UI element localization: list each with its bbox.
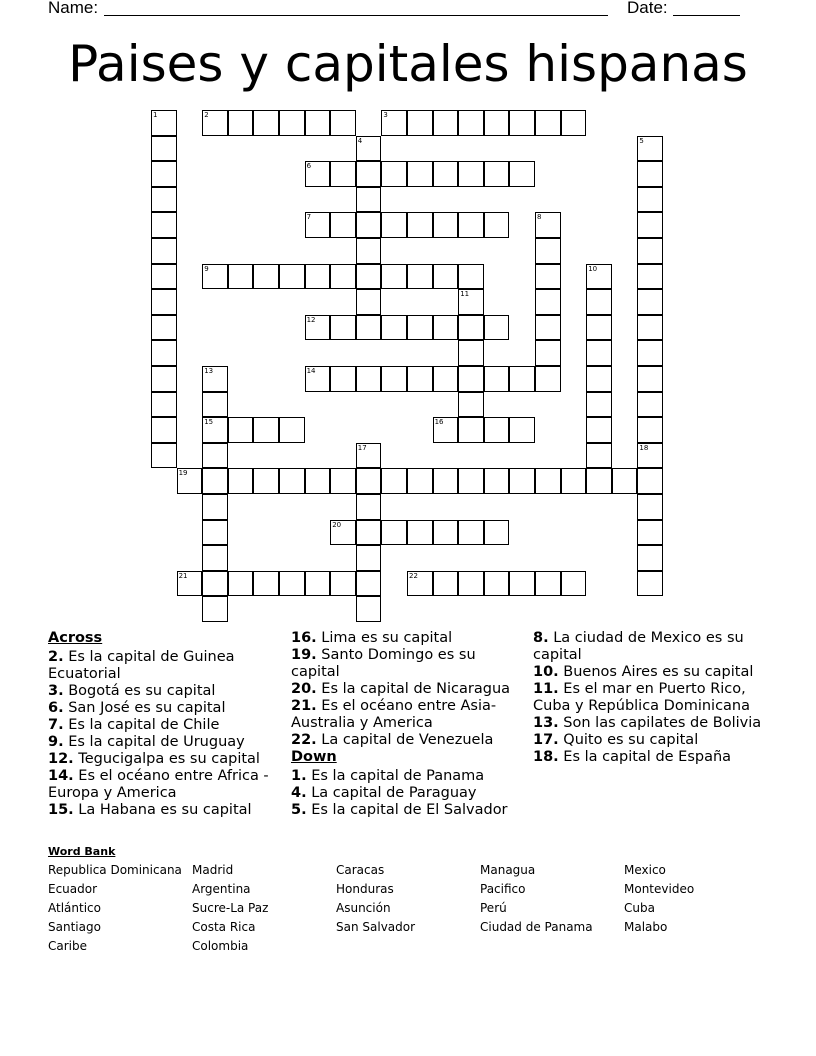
grid-cell[interactable] <box>433 264 459 290</box>
clue-text: Santo Domingo es su capital <box>291 647 476 680</box>
grid-cell[interactable] <box>202 392 228 418</box>
clue-number-label: 20. <box>291 681 317 697</box>
grid-cell[interactable] <box>407 366 433 392</box>
grid-cell[interactable] <box>228 571 254 597</box>
grid-cell[interactable] <box>509 468 535 494</box>
grid-cell[interactable] <box>535 571 561 597</box>
grid-cell[interactable] <box>151 187 177 213</box>
clue-number-label: 7. <box>48 717 64 733</box>
grid-cell[interactable] <box>509 110 535 136</box>
word-bank-item: Managua <box>480 863 536 877</box>
clue-text: Son las capilates de Bolivia <box>558 715 762 731</box>
grid-cell[interactable] <box>228 468 254 494</box>
clue-number: 1 <box>153 111 158 119</box>
grid-cell[interactable] <box>381 161 407 187</box>
clue-number-label: 16. <box>291 630 317 646</box>
clue-number-label: 3. <box>48 683 64 699</box>
grid-cell[interactable] <box>356 494 382 520</box>
word-bank-item: Atlántico <box>48 901 101 915</box>
grid-cell[interactable] <box>433 161 459 187</box>
grid-cell[interactable] <box>458 366 484 392</box>
clue-text: La ciudad de Mexico es su capital <box>533 630 744 663</box>
clue-text: Es el océano entre Asia-Australia y America <box>291 698 497 731</box>
grid-cell[interactable] <box>305 161 331 187</box>
clue-item <box>48 683 283 700</box>
word-bank-item: Colombia <box>192 939 249 953</box>
clue-number-label: 4. <box>291 785 307 801</box>
grid-cell[interactable] <box>637 264 663 290</box>
clue-number-label: 8. <box>533 630 549 646</box>
grid-cell[interactable] <box>151 340 177 366</box>
grid-cell[interactable] <box>637 392 663 418</box>
clue-text: Es la capital de Chile <box>63 717 220 733</box>
grid-cell[interactable] <box>305 468 331 494</box>
word-bank-item: Cuba <box>624 901 655 915</box>
grid-cell[interactable] <box>202 417 228 443</box>
grid-cell[interactable] <box>637 289 663 315</box>
clue-number: 10 <box>588 264 598 273</box>
clue-number-label: 5. <box>291 802 307 818</box>
grid-cell[interactable] <box>484 315 510 341</box>
grid-cell[interactable] <box>407 315 433 341</box>
grid-cell[interactable] <box>484 110 510 136</box>
grid-cell[interactable] <box>151 212 177 238</box>
grid-cell[interactable] <box>381 264 407 290</box>
grid-cell[interactable] <box>637 238 663 264</box>
grid-cell[interactable] <box>586 340 612 366</box>
word-bank-item: Malabo <box>624 920 668 934</box>
grid-cell[interactable] <box>151 136 177 162</box>
clue-number: 5 <box>639 136 644 145</box>
grid-cell[interactable] <box>509 571 535 597</box>
page-title: Paises y capitales hispanas <box>68 35 748 93</box>
grid-cell[interactable] <box>253 264 279 290</box>
clue-text: Es la capital de Uruguay <box>63 734 245 750</box>
word-bank-item: Madrid <box>192 863 234 877</box>
word-bank-item: Argentina <box>192 882 251 896</box>
grid-cell[interactable] <box>177 571 203 597</box>
grid-cell[interactable] <box>356 289 382 315</box>
grid-cell[interactable] <box>458 212 484 238</box>
clue-number-label: 14. <box>48 768 74 784</box>
clue-text: La capital de Paraguay <box>306 785 477 801</box>
clue-text: Bogotá es su capital <box>63 683 216 699</box>
grid-cell[interactable] <box>228 110 254 136</box>
word-bank-item: Honduras <box>336 882 394 896</box>
grid-cell[interactable] <box>330 366 356 392</box>
grid-cell[interactable] <box>433 571 459 597</box>
grid-cell[interactable] <box>458 340 484 366</box>
grid-cell[interactable] <box>151 392 177 418</box>
grid-cell[interactable] <box>381 468 407 494</box>
clue-item <box>291 630 521 647</box>
grid-cell[interactable] <box>586 264 612 290</box>
clue-number-label: 1. <box>291 768 307 784</box>
grid-cell[interactable] <box>330 571 356 597</box>
grid-cell[interactable] <box>151 417 177 443</box>
clue-number: 2 <box>204 111 209 119</box>
grid-cell[interactable] <box>356 443 382 469</box>
grid-cell[interactable] <box>356 212 382 238</box>
grid-cell[interactable] <box>202 468 228 494</box>
clue-number: 9 <box>204 264 209 273</box>
grid-cell[interactable] <box>637 417 663 443</box>
grid-cell[interactable] <box>356 161 382 187</box>
grid-cell[interactable] <box>151 315 177 341</box>
grid-cell[interactable] <box>637 520 663 546</box>
word-bank-item: Pacifico <box>480 882 526 896</box>
word-bank-item: Costa Rica <box>192 920 256 934</box>
clue-item <box>291 698 521 732</box>
clue-item <box>291 802 521 819</box>
grid-cell[interactable] <box>356 315 382 341</box>
grid-cell[interactable] <box>509 417 535 443</box>
grid-cell[interactable] <box>381 315 407 341</box>
clue-item <box>533 732 768 749</box>
grid-cell[interactable] <box>356 571 382 597</box>
clue-number-label: 15. <box>48 802 74 818</box>
clue-item <box>48 700 283 717</box>
grid-cell[interactable] <box>535 468 561 494</box>
grid-cell[interactable] <box>151 161 177 187</box>
clue-item <box>291 647 521 681</box>
grid-cell[interactable] <box>202 443 228 469</box>
clue-number-label: 2. <box>48 649 64 665</box>
clue-number-label: 19. <box>291 647 317 663</box>
grid-cell[interactable] <box>407 571 433 597</box>
grid-cell[interactable] <box>433 315 459 341</box>
clue-number: 14 <box>306 367 316 375</box>
grid-cell[interactable] <box>330 468 356 494</box>
clue-item <box>533 664 768 681</box>
clue-item <box>291 732 521 749</box>
clue-number: 18 <box>639 443 649 452</box>
grid-cell[interactable] <box>253 571 279 597</box>
grid-cell[interactable] <box>253 417 279 443</box>
across-heading: Across <box>48 630 103 646</box>
clue-number: 22 <box>409 571 418 580</box>
clue-item <box>48 734 283 751</box>
grid-cell[interactable] <box>535 315 561 341</box>
grid-cell[interactable] <box>407 264 433 290</box>
grid-cell[interactable] <box>433 417 459 443</box>
grid-cell[interactable] <box>151 289 177 315</box>
grid-cell[interactable] <box>484 161 510 187</box>
grid-cell[interactable] <box>407 468 433 494</box>
grid-cell[interactable] <box>535 289 561 315</box>
grid-cell[interactable] <box>484 417 510 443</box>
clue-text: Es el océano entre Africa -Europa y America <box>48 768 269 801</box>
grid-cell[interactable] <box>330 264 356 290</box>
clue-number: 13 <box>204 367 214 375</box>
clue-text: Es la capital de España <box>558 749 732 765</box>
grid-cell[interactable] <box>407 520 433 546</box>
grid-cell[interactable] <box>330 110 356 136</box>
clue-column <box>533 630 768 766</box>
grid-cell[interactable] <box>637 494 663 520</box>
grid-cell[interactable] <box>202 366 228 392</box>
clue-number: 17 <box>357 443 367 452</box>
grid-cell[interactable] <box>151 443 177 469</box>
grid-cell[interactable] <box>535 238 561 264</box>
clue-item <box>48 768 283 802</box>
grid-cell[interactable] <box>637 443 663 469</box>
clue-item <box>533 715 768 732</box>
grid-cell[interactable] <box>356 468 382 494</box>
grid-cell[interactable] <box>202 264 228 290</box>
clue-number: 15 <box>204 418 214 427</box>
word-bank-item: Sucre-La Paz <box>192 901 269 915</box>
grid-cell[interactable] <box>202 520 228 546</box>
grid-cell[interactable] <box>407 161 433 187</box>
grid-cell[interactable] <box>305 264 331 290</box>
grid-cell[interactable] <box>253 468 279 494</box>
grid-cell[interactable] <box>637 161 663 187</box>
word-bank-item: San Salvador <box>336 920 416 934</box>
grid-cell[interactable] <box>637 571 663 597</box>
clue-number-label: 10. <box>533 664 559 680</box>
date-label: Date: <box>627 0 668 17</box>
grid-cell[interactable] <box>330 520 356 546</box>
grid-cell[interactable] <box>637 136 663 162</box>
grid-cell[interactable] <box>535 212 561 238</box>
grid-cell[interactable] <box>458 110 484 136</box>
grid-cell[interactable] <box>458 264 484 290</box>
grid-cell[interactable] <box>433 366 459 392</box>
grid-cell[interactable] <box>381 520 407 546</box>
clue-item <box>48 649 283 683</box>
grid-cell[interactable] <box>586 443 612 469</box>
grid-cell[interactable] <box>305 315 331 341</box>
grid-cell[interactable] <box>586 468 612 494</box>
grid-cell[interactable] <box>458 392 484 418</box>
grid-cell[interactable] <box>535 264 561 290</box>
grid-cell[interactable] <box>202 571 228 597</box>
grid-cell[interactable] <box>356 136 382 162</box>
down-heading: Down <box>291 749 337 765</box>
clue-number: 11 <box>460 290 470 299</box>
grid-cell[interactable] <box>458 161 484 187</box>
grid-cell[interactable] <box>509 366 535 392</box>
clue-item <box>291 785 521 802</box>
word-bank-item: Caracas <box>336 863 385 877</box>
clue-number-label: 21. <box>291 698 317 714</box>
grid-cell[interactable] <box>330 315 356 341</box>
grid-cell[interactable] <box>177 468 203 494</box>
grid-cell[interactable] <box>381 212 407 238</box>
word-bank-item: Montevideo <box>624 882 695 896</box>
clue-text: Lima es su capital <box>316 630 453 646</box>
grid-cell[interactable] <box>407 212 433 238</box>
clue-text: San José es su capital <box>63 700 226 716</box>
clue-number: 19 <box>178 469 188 478</box>
clue-text: Tegucigalpa es su capital <box>73 751 260 767</box>
word-bank-item: Mexico <box>624 863 666 877</box>
clue-number: 20 <box>332 520 342 529</box>
grid-cell[interactable] <box>305 110 331 136</box>
grid-cell[interactable] <box>637 545 663 571</box>
clue-number-label: 22. <box>291 732 317 748</box>
grid-cell[interactable] <box>458 315 484 341</box>
grid-cell[interactable] <box>228 417 254 443</box>
clue-number-label: 13. <box>533 715 559 731</box>
word-bank-item: Ciudad de Panama <box>480 920 593 934</box>
clue-text: Es la capital de Nicaragua <box>316 681 511 697</box>
grid-cell[interactable] <box>279 110 305 136</box>
grid-cell[interactable] <box>228 264 254 290</box>
word-bank-item: Caribe <box>48 939 87 953</box>
clue-column <box>48 630 283 819</box>
name-label: Name: <box>48 0 99 17</box>
clue-text: La capital de Venezuela <box>316 732 494 748</box>
grid-cell[interactable] <box>561 571 587 597</box>
grid-cell[interactable] <box>202 545 228 571</box>
grid-cell[interactable] <box>253 110 279 136</box>
clue-item <box>533 630 768 664</box>
grid-cell[interactable] <box>356 238 382 264</box>
clue-number: 7 <box>306 213 312 222</box>
grid-cell[interactable] <box>151 110 177 136</box>
clue-number-label: 11. <box>533 681 559 697</box>
clue-item <box>291 768 521 785</box>
grid-cell[interactable] <box>637 212 663 238</box>
grid-cell[interactable] <box>305 571 331 597</box>
grid-cell[interactable] <box>305 366 331 392</box>
clue-text: Es la capital de Panama <box>306 768 485 784</box>
clue-number: 16 <box>434 418 444 427</box>
grid-cell[interactable] <box>458 289 484 315</box>
grid-cell[interactable] <box>612 468 638 494</box>
grid-cell[interactable] <box>433 110 459 136</box>
grid-cell[interactable] <box>458 520 484 546</box>
grid-cell[interactable] <box>330 212 356 238</box>
grid-cell[interactable] <box>637 187 663 213</box>
grid-cell[interactable] <box>151 264 177 290</box>
clue-number: 6 <box>306 162 312 171</box>
grid-cell[interactable] <box>433 468 459 494</box>
clue-column <box>291 630 521 819</box>
grid-cell[interactable] <box>151 238 177 264</box>
word-bank-item: Ecuador <box>48 882 98 896</box>
grid-cell[interactable] <box>586 366 612 392</box>
grid-cell[interactable] <box>484 366 510 392</box>
word-bank-item: Republica Dominicana <box>48 863 182 877</box>
grid-cell[interactable] <box>305 212 331 238</box>
clue-text: Quito es su capital <box>558 732 699 748</box>
grid-cell[interactable] <box>356 545 382 571</box>
word-bank-item: Asunción <box>336 901 391 915</box>
clue-number: 12 <box>306 315 316 324</box>
clue-number-label: 6. <box>48 700 64 716</box>
grid-cell[interactable] <box>509 161 535 187</box>
clue-number: 21 <box>178 571 188 580</box>
grid-cell[interactable] <box>151 366 177 392</box>
grid-cell[interactable] <box>561 110 587 136</box>
grid-cell[interactable] <box>433 520 459 546</box>
grid-cell[interactable] <box>330 161 356 187</box>
clue-item <box>48 751 283 768</box>
grid-cell[interactable] <box>458 571 484 597</box>
clue-item <box>291 681 521 698</box>
grid-cell[interactable] <box>381 110 407 136</box>
grid-cell[interactable] <box>484 520 510 546</box>
clue-number-label: 9. <box>48 734 64 750</box>
clue-number: 3 <box>383 111 388 119</box>
clue-item <box>48 802 283 819</box>
grid-cell[interactable] <box>356 520 382 546</box>
clue-number-label: 18. <box>533 749 559 765</box>
grid-cell[interactable] <box>586 392 612 418</box>
clue-item <box>533 749 768 766</box>
clue-text: Es la capital de El Salvador <box>306 802 508 818</box>
grid-cell[interactable] <box>381 366 407 392</box>
grid-cell[interactable] <box>458 417 484 443</box>
grid-cell[interactable] <box>535 110 561 136</box>
grid-cell[interactable] <box>484 212 510 238</box>
grid-cell[interactable] <box>484 468 510 494</box>
clue-number-label: 12. <box>48 751 74 767</box>
clue-text: La Habana es su capital <box>73 802 252 818</box>
grid-cell[interactable] <box>484 571 510 597</box>
grid-cell[interactable] <box>586 315 612 341</box>
clue-text: Es la capital de Guinea Ecuatorial <box>48 649 235 682</box>
word-bank-item: Santiago <box>48 920 101 934</box>
grid-cell[interactable] <box>279 571 305 597</box>
clue-item <box>533 681 768 715</box>
clue-number: 8 <box>537 213 542 222</box>
grid-cell[interactable] <box>637 468 663 494</box>
clue-number: 4 <box>357 136 363 145</box>
grid-cell[interactable] <box>586 289 612 315</box>
grid-cell[interactable] <box>637 340 663 366</box>
word-bank-title: Word Bank <box>48 845 116 858</box>
word-bank-item: Perú <box>480 901 507 915</box>
grid-cell[interactable] <box>279 264 305 290</box>
clue-number-label: 17. <box>533 732 559 748</box>
grid-cell[interactable] <box>202 494 228 520</box>
clue-text: Buenos Aires es su capital <box>558 664 754 680</box>
grid-cell[interactable] <box>202 596 228 622</box>
grid-cell[interactable] <box>433 212 459 238</box>
grid-cell[interactable] <box>202 110 228 136</box>
grid-cell[interactable] <box>279 417 305 443</box>
grid-cell[interactable] <box>279 468 305 494</box>
clue-item <box>48 717 283 734</box>
grid-cell[interactable] <box>356 264 382 290</box>
grid-cell[interactable] <box>535 366 561 392</box>
grid-cell[interactable] <box>535 340 561 366</box>
grid-cell[interactable] <box>356 366 382 392</box>
grid-cell[interactable] <box>407 110 433 136</box>
grid-cell[interactable] <box>458 468 484 494</box>
grid-cell[interactable] <box>561 468 587 494</box>
grid-cell[interactable] <box>586 417 612 443</box>
clue-text: Es el mar en Puerto Rico, Cuba y República Dominicana <box>533 681 751 714</box>
grid-cell[interactable] <box>356 596 382 622</box>
grid-cell[interactable] <box>637 315 663 341</box>
grid-cell[interactable] <box>637 366 663 392</box>
grid-cell[interactable] <box>356 187 382 213</box>
